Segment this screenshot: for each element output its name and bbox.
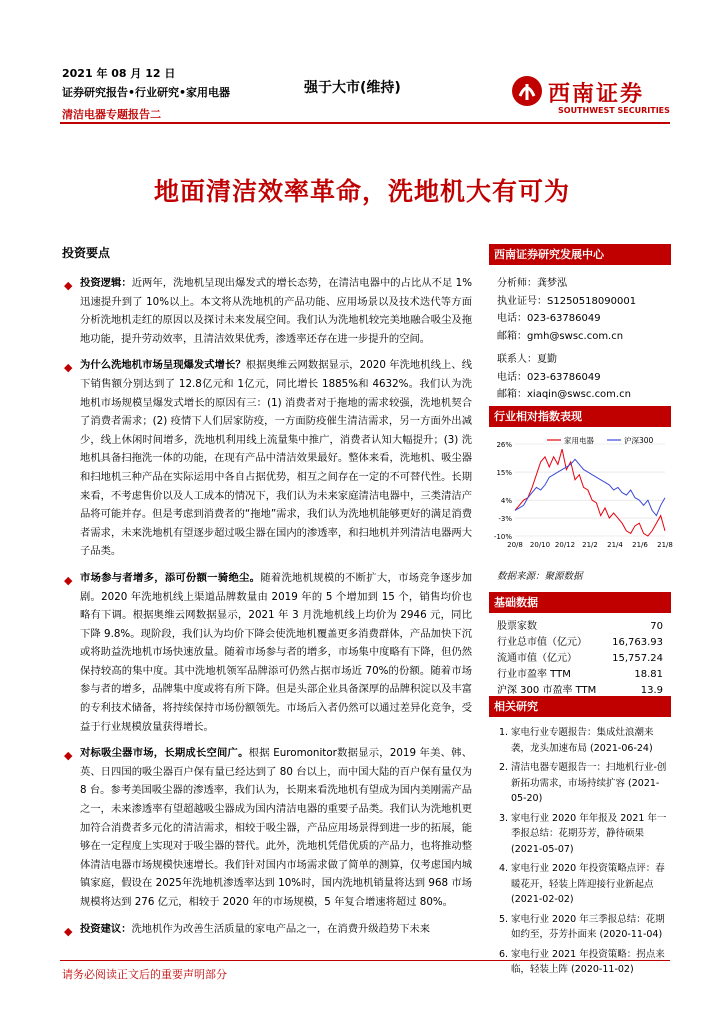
basics-key: 股票家数 [497,621,537,632]
related-report-date: (2021-06-24) [590,742,653,754]
basics-row [489,619,671,635]
related-report-item[interactable] [489,947,671,978]
summary-bullet [62,920,472,939]
bullet-icon: ◆ [64,279,73,292]
related-report-title: 家电行业 2020 年三季报总结：花期如约至，芬芳扑面来 [511,913,665,940]
summary-section [62,244,472,946]
analyst-info-line: 邮箱：gmh@swsc.com.cn [497,330,624,342]
related-report-number: 5. [499,913,509,925]
summary-bullet [62,569,472,736]
analyst-panel [489,244,671,404]
related-report-item[interactable] [489,811,671,858]
related-report-title: 家电行业 2020 年年报及 2021 年一季报总结：花期芬芳，静待硕果 [511,812,667,839]
bullet-icon: ◆ [64,749,73,763]
basics-value: 70 [650,621,663,632]
performance-chart-svg [489,432,671,562]
series-line-1 [515,459,665,515]
related-report-title: 家电行业专题报告：集成灶浪潮来袭，龙头加速布局 [511,727,654,754]
performance-heading: 行业相对指数表现 [489,406,671,427]
summary-bullet [62,744,472,911]
related-report-date: (2020-11-04) [599,929,663,940]
report-series: 清洁电器专题报告二 [62,108,161,121]
basics-row [489,635,671,651]
related-report-item[interactable] [489,861,671,908]
y-tick-label: 15% [496,469,512,478]
related-report-item[interactable] [489,725,671,756]
basics-value: 16,763.93 [612,637,663,648]
logo-icon [512,76,542,106]
related-heading: 相关研究 [489,696,671,717]
report-date: 2021 年 08 月 12 日 [62,67,176,80]
bullet-text: 近两年，洗地机呈现出爆发式的增长态势，在清洁电器中的占比从不足 1%迅速提升到了 10%以上。本文将从洗地机的产品功能、应用场景以及技术迭代等方面分析洗地机走红的原因以及探讨未来发展空间。我们认为洗地机较完美地融合吸尘及拖地功能，提升劳动效率，且清洁效果优秀，渗透率还存在进一步提升的空间。 [80,277,473,345]
performance-panel [489,406,671,427]
basics-value: 13.9 [640,685,663,696]
x-tick-label: 20/8 [507,541,523,549]
bullet-icon: ◆ [64,573,73,587]
basics-key: 行业总市值（亿元） [497,637,587,648]
related-panel [489,696,671,982]
basics-value: 15,757.24 [612,653,663,664]
y-tick-label: 4% [500,497,512,506]
summary-bullet [62,356,472,561]
bullet-lead: 对标吸尘器市场，长期成长空间广。 [80,747,249,760]
analyst-info-line: 电话：023-63786049 [497,313,601,324]
basics-key: 流通市值（亿元） [497,653,577,664]
x-tick-label: 20/10 [529,541,551,549]
related-report-number: 2. [499,762,509,773]
header-divider [60,122,670,124]
x-tick-label: 20/12 [554,541,576,549]
basics-row [489,651,671,667]
logo-english: SOUTHWEST SECURITIES [558,106,670,115]
bullet-icon: ◆ [64,361,73,375]
related-report-title: 家电行业 2021 年投资策略：拐点来临，轻装上阵 [511,948,665,975]
analyst-info-line: 联系人：夏勤 [497,354,557,365]
related-report-date: (2021-05-20) [511,777,660,804]
related-report-date: (2021-02-02) [511,894,574,905]
related-report-number: 3. [499,812,509,824]
summary-bullet [62,274,472,348]
report-category: 证券研究报告•行业研究•家用电器 [62,86,231,99]
basics-key: 行业市盈率 TTM [497,669,571,680]
y-tick-label: 26% [496,441,512,449]
related-report-title: 清洁电器专题报告一：扫地机行业-创新拓功需求，市场持续扩容 [511,762,667,789]
related-report-item[interactable] [489,912,671,943]
analyst-info-line: 分析师：龚梦泓 [497,278,567,289]
bullet-text: 根据奥维云网数据显示，2020 年洗地机线上、线下销售额分别达到了 12.8亿元和 1亿元，同比增长 1885%和 4632%。我们认为洗地机市场规模呈爆发式增长的原因有三：(1) 消费者对于拖地的需求较强，洗地机契合了消费者需求；(2) 疫情下人们居家防疫，一方面防疫催生清洁需求，另一方面外出减少，线上休闲时间增多，洗地机利用线上流量集中推广，消费者认知大幅提升；(3) 洗地机具备扫拖洗一体的功能，在现有产品中清洁效果最好。整体来看，洗地机、吸尘器和扫地机三种产品在实际运用中各自占据优势，相互之间存在一定的不可替代性。长期来看，不考虑售价以及人工成本的情况下，我们认为未来家庭清洁电器中，三类清洁产品将可能并存。但是考虑到消费者的“拖地”需求，我们认为洗地机能够更好的满足消费者需求，未来洗地机有望逐步超过吸尘器在国内的渗透率，和扫地机并列清洁电器两大子品类。 [80,359,473,558]
related-report-date: (2020-11-02) [571,964,634,975]
x-tick-label: 21/8 [657,541,673,549]
bullet-text: 随着洗地机规模的不断扩大，市场竞争逐步加剧。2020 年洗地机线上渠道品牌数量由 2019 年的 5 个增加到 15 个，销售均价也略有下调。根据奥维云网数据显示，2021 年 3 月洗地机线上均价为 2946 元，同比下降 9.8%。现阶段，我们认为均价下降会使洗地机覆盖更多消费群体，产品加快下沉或将助益洗地机市场快速放量。随着市场参与者的增多，市场集中度略有下降，但仍然保持较高的集中度。其中洗地机领军品牌添可仍然占据市场近 70%的份额。随着市场参与者的增多，品牌集中度或将有所下降。但是头部企业具备深厚的品牌积淀以及丰富的专利技术储备，将持续保持市场份额领先。市场后入者仍然可以通过差异化竞争，受益于行业规模放量获得增长。 [80,571,473,733]
related-report-date: (2021-05-07) [511,843,574,855]
related-report-number: 6. [499,948,509,960]
performance-chart [489,432,671,562]
related-report-number: 4. [499,863,509,874]
legend-label: 家用电器 [564,436,594,445]
page-title: 地面清洁效率革命，洗地机大有可为 [153,177,570,206]
basics-heading: 基础数据 [489,592,671,613]
chart-source: 数据来源：聚源数据 [497,571,583,582]
related-report-item[interactable] [489,760,671,807]
x-tick-label: 21/4 [607,541,623,549]
analyst-info-line: 邮箱：xiaqin@swsc.com.cn [497,389,631,400]
related-report-number: 1. [499,727,509,738]
x-tick-label: 21/6 [632,541,648,549]
basics-panel [489,592,671,699]
legend-label: 沪深300 [624,436,654,445]
series-line-0 [515,449,665,536]
bullet-text: 根据 Euromonitor数据显示，2019 年美、韩、英、日四国的吸尘器百户保有量已经达到了 80 台以上，而中国大陆的百户保有量仅为 8 台。参考美国吸尘器的渗透率，我们认为，长期来看洗地机有望成为国内美刚需产品之一，未来渗透率有望超越吸尘器成为国内清洁电器的重要子品类。我们认为洗地机更加符合消费者多元化的清洁需求，相较于吸尘器，产品应用场景得到进一步的拓展，能够在一定程度上实现对于吸尘器的替代。此外，洗地机凭借优质的产品力，也将推动整体清洁电器市场规模快速增长。我们针对国内市场需求做了简单的测算，仅考虑国内城镇家庭，假设在 2025年洗地机渗透率达到 10%时，国内洗地机销量将达到 968 市场规模将达到 276 亿元，相较于 2020 年的市场规模，5 年复合增速将超过 80%。 [80,747,473,908]
basics-value: 18.81 [634,669,663,680]
bullet-icon: ◆ [64,924,73,938]
x-tick-label: 21/2 [582,541,598,549]
rating: 强于大市(维持) [304,80,401,96]
basics-key: 沪深 300 市盈率 TTM [497,685,597,696]
y-tick-label: -10% [493,533,512,541]
bullet-lead: 为什么洗地机市场呈现爆发式增长？ [80,359,246,372]
logo-name: 西南证券 [548,81,645,107]
footer-disclaimer: 请务必阅读正文后的重要声明部分 [62,968,227,981]
analyst-info-line: 执业证号：S1250518090001 [497,295,637,307]
bullet-lead: 投资逻辑： [80,277,132,289]
bullet-lead: 投资建议： [80,922,132,935]
analyst-info-line: 电话：023-63786049 [497,371,601,383]
basics-row [489,667,671,683]
bullet-text: 洗地机作为改善生活质量的家电产品之一，在消费升级趋势下未来 [131,922,431,935]
y-tick-label: -3% [498,515,512,524]
bullet-lead: 市场参与者增多，添可份额一骑绝尘。 [80,571,261,584]
analyst-heading: 西南证券研究发展中心 [489,244,671,265]
related-report-title: 家电行业 2020 年投资策略点评：春暖花开，轻装上阵迎接行业新起点 [511,863,665,890]
footer-divider [60,960,670,961]
summary-heading: 投资要点 [62,246,111,260]
